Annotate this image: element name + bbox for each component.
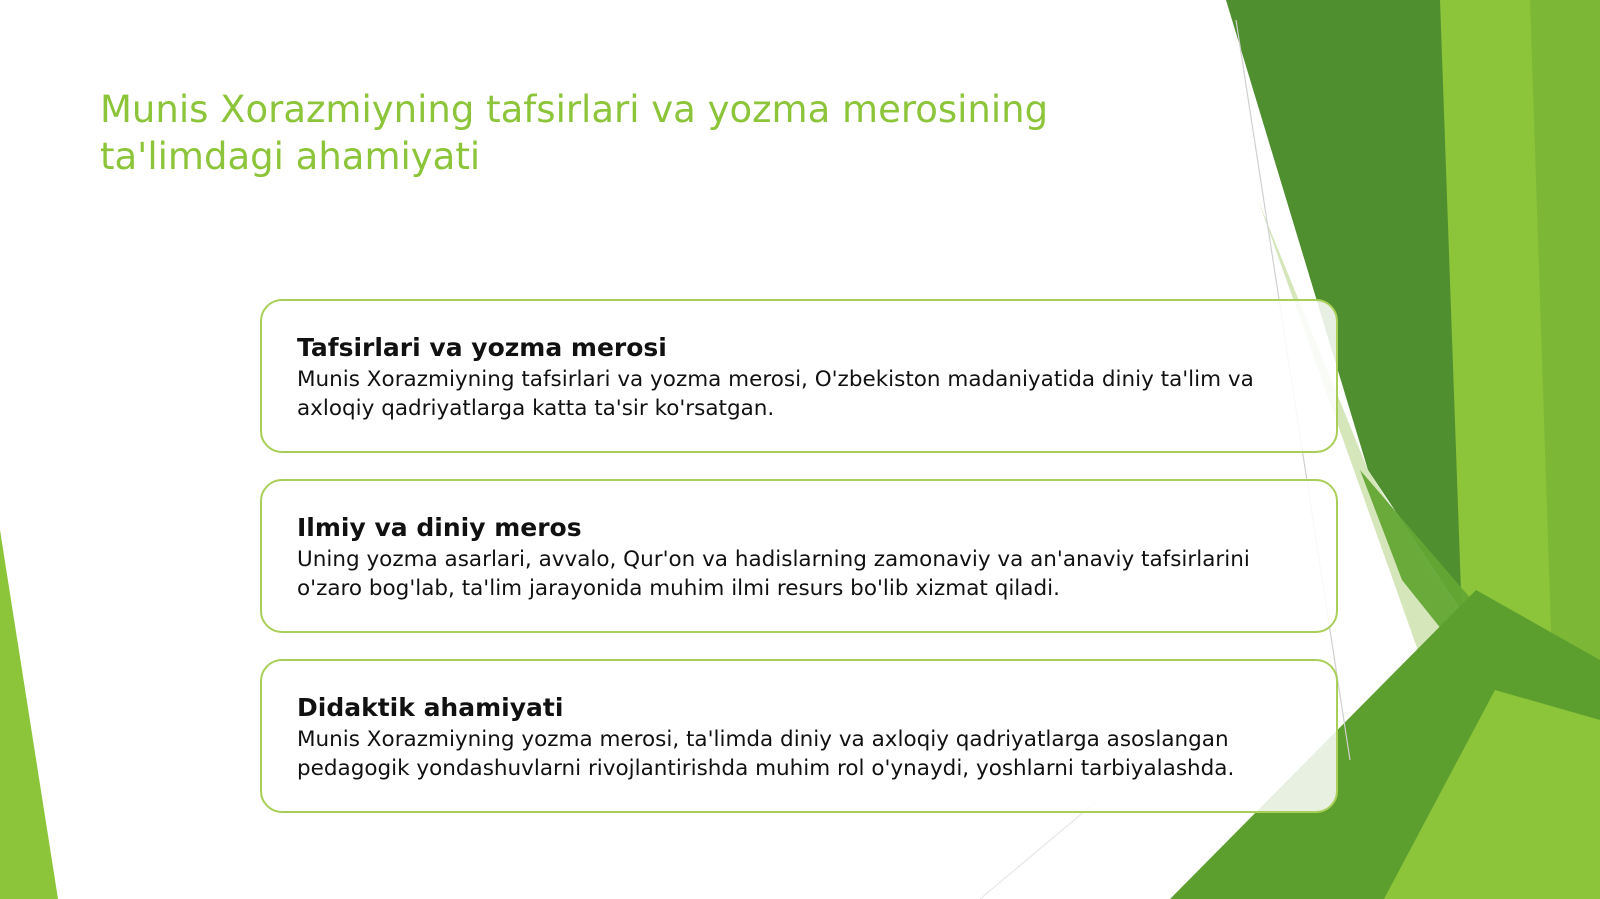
slide-title xyxy=(100,86,1100,180)
card-body xyxy=(297,725,1302,783)
card-body-line-1: Uning yozma asarlari, avvalo, Qur'on va hadislarning zamonaviy va an'anaviy tafsirlarini xyxy=(297,547,1250,572)
card-heading: Didaktik ahamiyati xyxy=(297,693,564,722)
card-body-line-2: axloqiy qadriyatlarga katta ta'sir ko'rsatgan. xyxy=(297,396,775,421)
card-body-line-1: Munis Xorazmiyning yozma merosi, ta'limda diniy va axloqiy qadriyatlarga asoslangan xyxy=(297,727,1229,752)
slide-title-line-2: ta'limdagi ahamiyati xyxy=(100,135,481,178)
card-body-line-2: pedagogik yondashuvlarni rivojlantirishda muhim rol o'ynaydi, yoshlarni tarbiyalashda. xyxy=(297,756,1235,781)
card-body-line-2: o'zaro bog'lab, ta'lim jarayonida muhim ilmi resurs bo'lib xizmat qiladi. xyxy=(297,576,1060,601)
card-body xyxy=(297,545,1302,603)
content-card-didaktik-ahamiyati xyxy=(260,659,1338,813)
left-green-shape xyxy=(0,530,58,899)
card-body-line-1: Munis Xorazmiyning tafsirlari va yozma merosi, O'zbekiston madaniyatida diniy ta'lim va xyxy=(297,367,1254,392)
slide-title-line-1: Munis Xorazmiyning tafsirlari va yozma merosining xyxy=(100,88,1049,131)
card-body xyxy=(297,365,1302,423)
card-heading: Tafsirlari va yozma merosi xyxy=(297,333,667,362)
content-card-ilmiy-va-diniy-meros xyxy=(260,479,1338,633)
content-card-tafsirlari xyxy=(260,299,1338,453)
card-heading: Ilmiy va diniy meros xyxy=(297,513,582,542)
